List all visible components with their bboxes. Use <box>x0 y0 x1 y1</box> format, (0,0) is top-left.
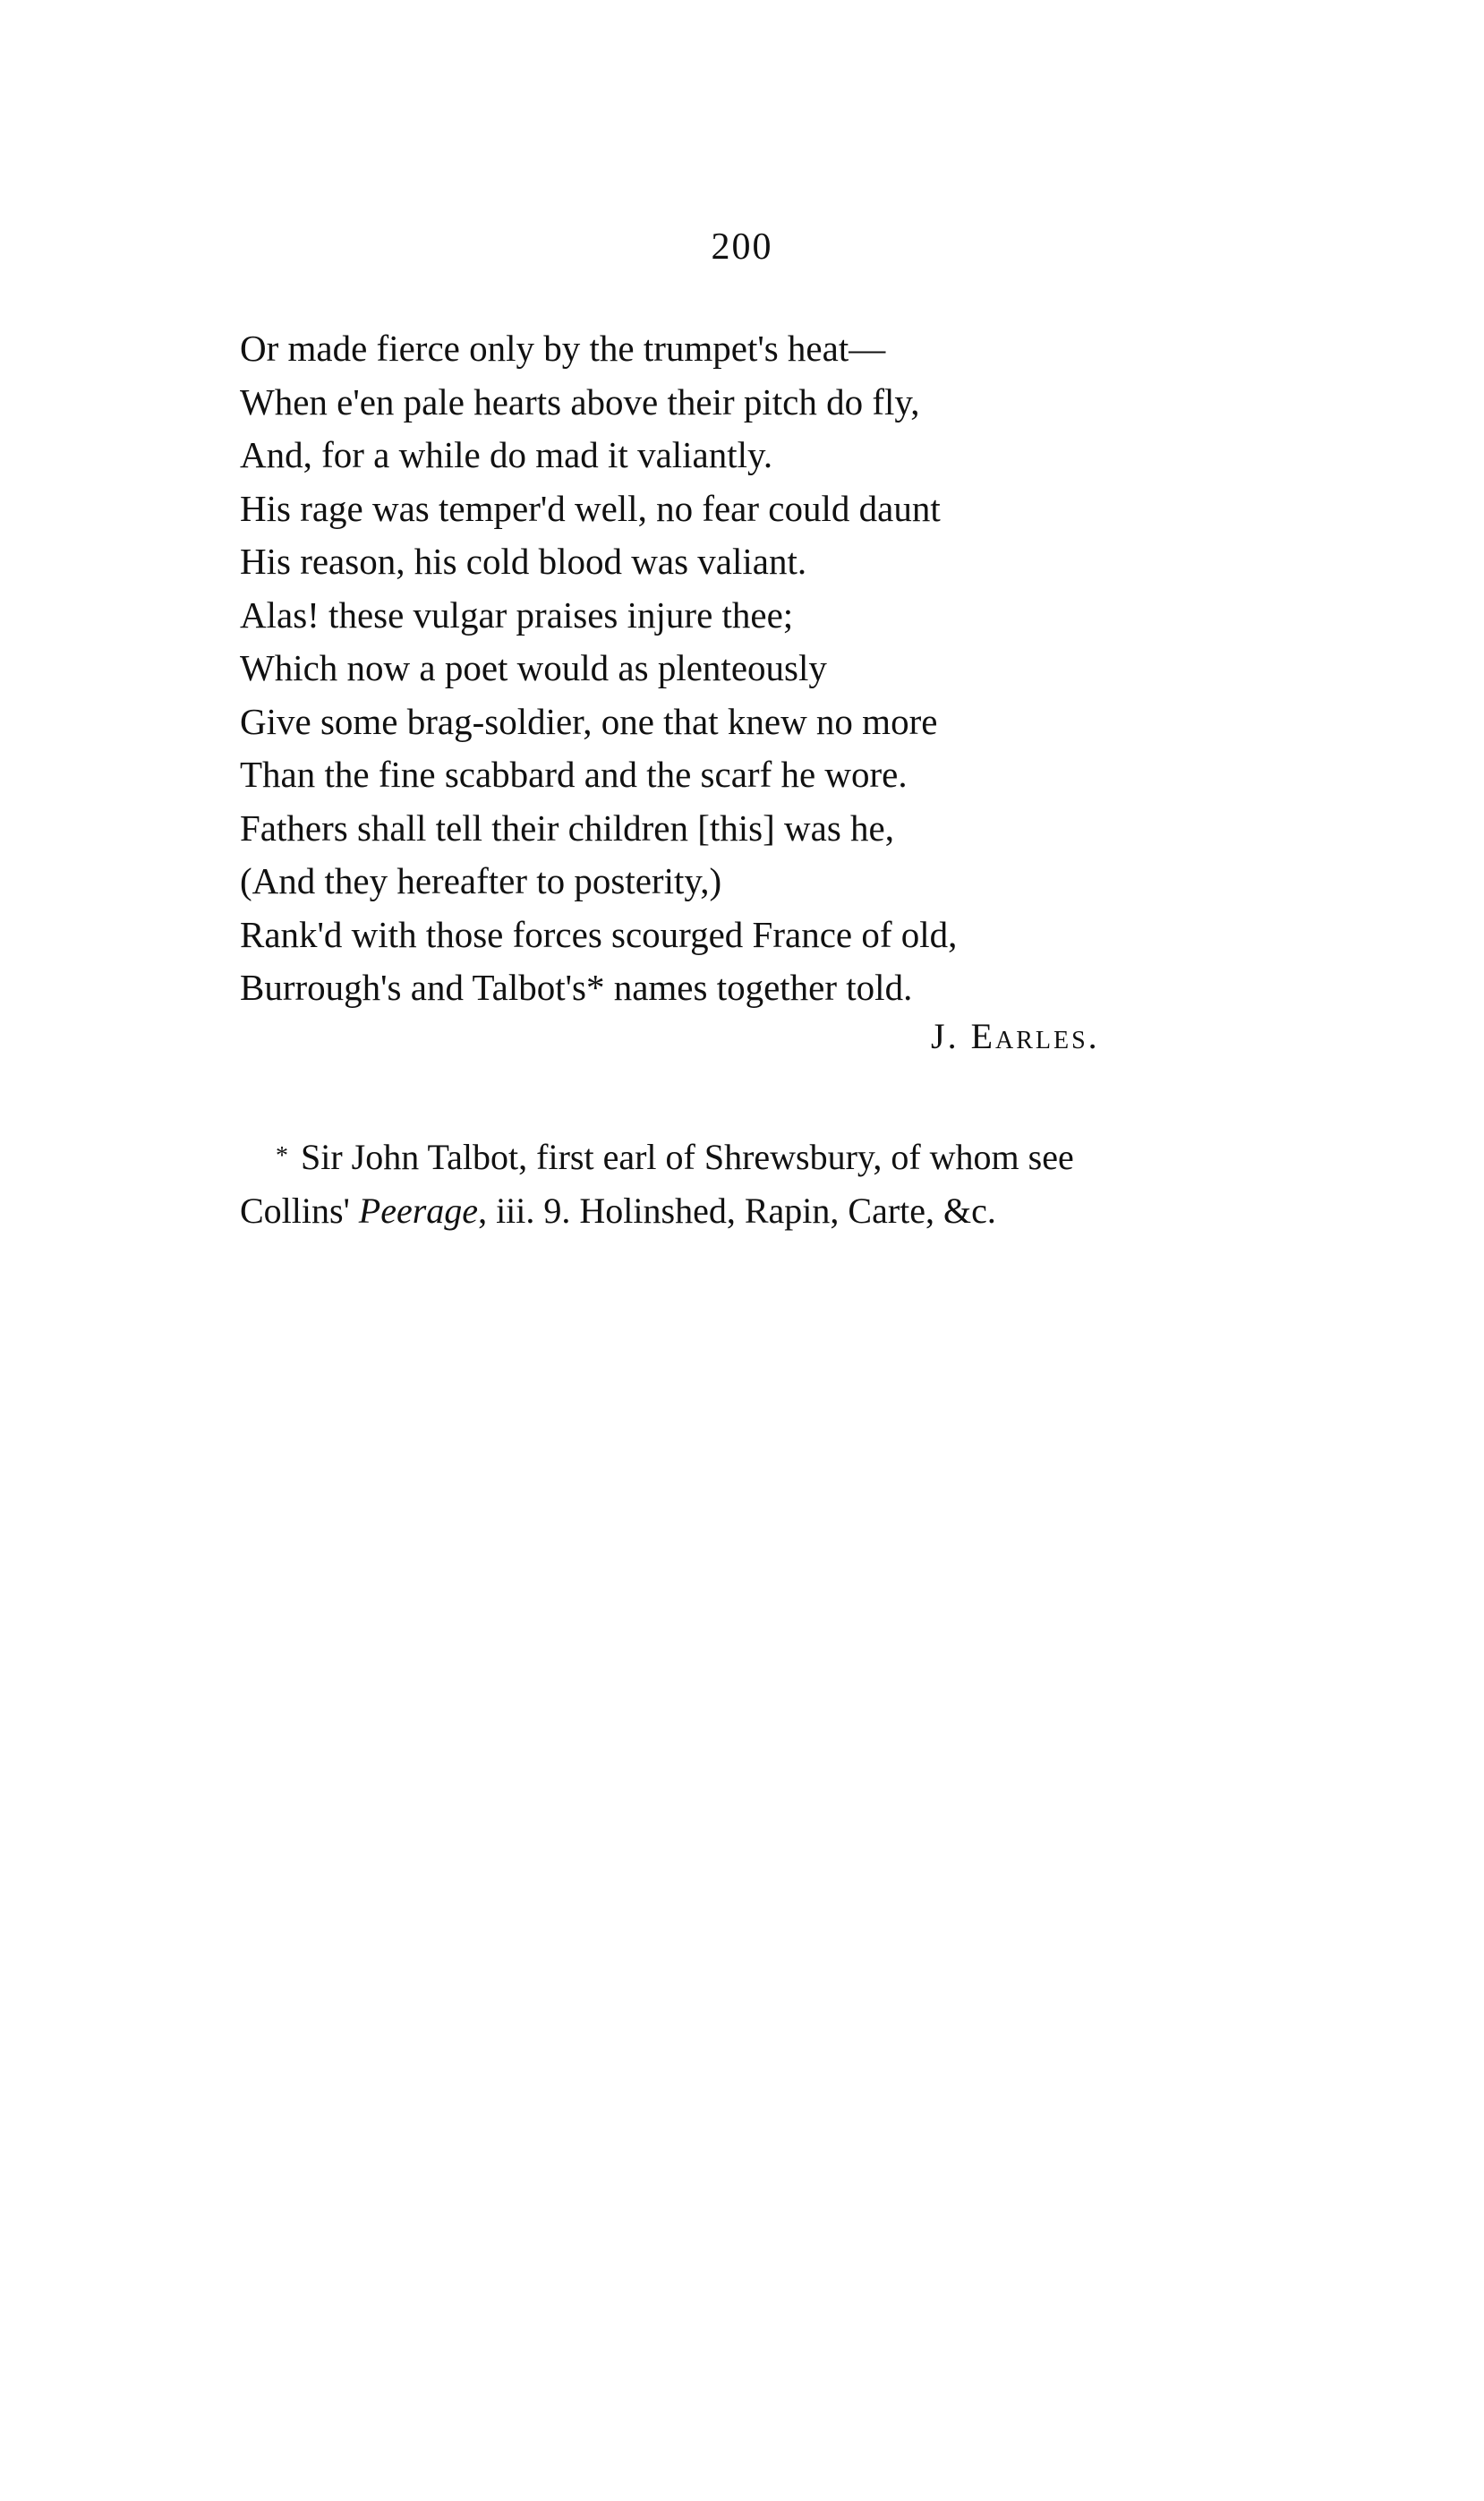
footnote-line <box>240 1184 1285 1238</box>
poem-line: Or made fierce only by the trumpet's heat— <box>240 328 886 369</box>
poem-line: Than the fine scabbard and the scarf he wore. <box>240 754 908 795</box>
footnote-text: , iii. 9. Holinshed, Rapin, Carte, &c. <box>478 1191 996 1231</box>
poem-line: His rage was temper'd well, no fear could daunt <box>240 487 941 529</box>
poem-line: His reason, his cold blood was valiant. <box>240 541 807 582</box>
footnote <box>240 1130 1285 1238</box>
poem <box>240 322 1269 1015</box>
poem-line: Fathers shall tell their children [this] was he, <box>240 807 894 849</box>
poem-line: Give some brag-soldier, one that knew no more <box>240 700 938 742</box>
author-signature: J. Earles. <box>931 1016 1100 1056</box>
footnote-italic-title: Peerage <box>358 1191 479 1231</box>
poem-line: Burrough's and Talbot's* names together told. <box>240 967 913 1008</box>
poem-line: When e'en pale hearts above their pitch do fly, <box>240 380 920 423</box>
footnote-text: Sir John Talbot, first earl of Shrewsbury, of whom see <box>301 1137 1074 1177</box>
footnote-line <box>240 1130 1285 1184</box>
footnote-marker: * <box>276 1142 288 1170</box>
footnote-text: Collins' <box>240 1191 359 1231</box>
poem-line: (And they hereafter to posterity,) <box>240 860 722 901</box>
poem-line: And, for a while do mad it valiantly. <box>240 434 773 475</box>
poem-line: Rank'd with those forces scourged France of old, <box>240 913 958 955</box>
page-number: 200 <box>711 226 773 268</box>
poem-line: Alas! these vulgar praises injure thee; <box>240 593 794 636</box>
poem-line: Which now a poet would as plenteously <box>240 647 827 688</box>
